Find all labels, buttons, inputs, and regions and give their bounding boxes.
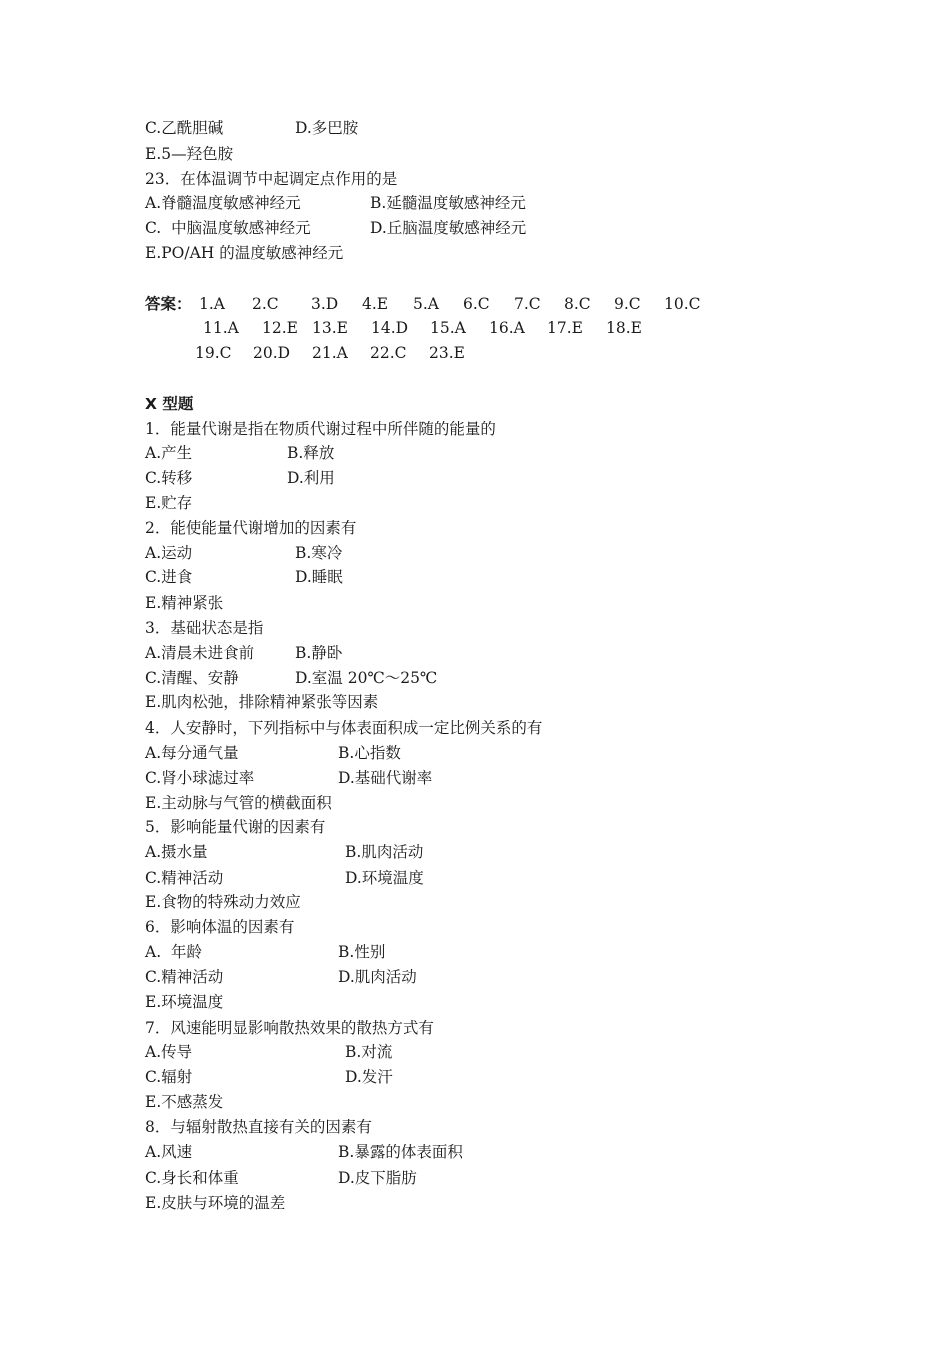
- q23-stem: 23．在体温调节中起调定点作用的是: [145, 170, 398, 188]
- option-e: E.贮存: [145, 494, 193, 512]
- option-e: E.环境温度: [145, 993, 224, 1011]
- option-b: B.静卧: [295, 644, 343, 662]
- option-c: C.身长和体重: [145, 1169, 239, 1187]
- option-c: C.精神活动: [145, 968, 224, 986]
- answer-9: 9.C: [614, 295, 641, 313]
- q23-option-d: D.丘脑温度敏感神经元: [370, 219, 527, 237]
- option-a: A.风速: [145, 1143, 193, 1161]
- q23-option-c: C. 中脑温度敏感神经元: [145, 219, 311, 237]
- option-b: B.对流: [345, 1043, 393, 1061]
- option-e: E.食物的特殊动力效应: [145, 893, 301, 911]
- option-a: A.清晨未进食前: [145, 644, 255, 662]
- answer-14: 14.D: [371, 319, 409, 337]
- option-b: B.释放: [287, 444, 335, 462]
- option-a: A. 年龄: [145, 943, 202, 961]
- answer-8: 8.C: [564, 295, 591, 313]
- q23-option-e: E.PO/AH 的温度敏感神经元: [145, 244, 344, 262]
- answer-18: 18.E: [606, 319, 642, 337]
- option-d: D.利用: [287, 469, 335, 487]
- option-c: C.精神活动: [145, 869, 224, 887]
- option-a: A.摄水量: [145, 843, 208, 861]
- option-b: B.性别: [338, 943, 386, 961]
- question-stem: 3．基础状态是指: [145, 619, 264, 637]
- option-a: A.每分通气量: [145, 744, 239, 762]
- section-title: X 型题: [145, 395, 194, 413]
- option-e: E.皮肤与环境的温差: [145, 1194, 286, 1212]
- answer-23: 23.E: [429, 344, 465, 362]
- question-stem: 2．能使能量代谢增加的因素有: [145, 519, 357, 537]
- answer-20: 20.D: [253, 344, 291, 362]
- answer-2: 2.C: [252, 295, 279, 313]
- answer-3: 3.D: [311, 295, 339, 313]
- option-e: E.主动脉与气管的横截面积: [145, 794, 332, 812]
- option-b: B.暴露的体表面积: [338, 1143, 463, 1161]
- option-b: B.肌肉活动: [345, 843, 424, 861]
- option-d: D.室温 20℃～25℃: [295, 669, 438, 687]
- option-d: D.睡眠: [295, 568, 343, 586]
- answer-16: 16.A: [489, 319, 525, 337]
- question-stem: 5．影响能量代谢的因素有: [145, 818, 326, 836]
- answer-5: 5.A: [413, 295, 439, 313]
- answer-21: 21.A: [312, 344, 348, 362]
- option-c: C.肾小球滤过率: [145, 769, 255, 787]
- answer-15: 15.A: [430, 319, 466, 337]
- answer-1: 1.A: [199, 295, 225, 313]
- option-b: B.寒冷: [295, 544, 343, 562]
- question-stem: 1．能量代谢是指在物质代谢过程中所伴随的能量的: [145, 420, 496, 438]
- q23-option-b: B.延髓温度敏感神经元: [370, 194, 526, 212]
- option-c: C.转移: [145, 469, 193, 487]
- option-e: E.肌肉松弛，排除精神紧张等因素: [145, 693, 379, 711]
- option-c: C.进食: [145, 568, 193, 586]
- option-d: D.基础代谢率: [338, 769, 433, 787]
- answer-4: 4.E: [362, 295, 389, 313]
- answer-13: 13.E: [312, 319, 348, 337]
- q22-option-c: C.乙酰胆碱: [145, 119, 224, 137]
- option-a: A.传导: [145, 1043, 193, 1061]
- option-c: C.清醒、安静: [145, 669, 239, 687]
- answer-17: 17.E: [547, 319, 583, 337]
- option-d: D.环境温度: [345, 869, 424, 887]
- answer-6: 6.C: [463, 295, 490, 313]
- answer-12: 12.E: [262, 319, 298, 337]
- question-stem: 4．人安静时，下列指标中与体表面积成一定比例关系的有: [145, 719, 543, 737]
- option-a: A.产生: [145, 444, 193, 462]
- q22-option-e: E.5—羟色胺: [145, 145, 234, 163]
- option-d: D.肌肉活动: [338, 968, 417, 986]
- option-d: D.皮下脂肪: [338, 1169, 417, 1187]
- question-stem: 8．与辐射散热直接有关的因素有: [145, 1118, 372, 1136]
- option-e: E.不感蒸发: [145, 1093, 224, 1111]
- option-d: D.发汗: [345, 1068, 393, 1086]
- q22-option-d: D.多巴胺: [295, 119, 359, 137]
- option-c: C.辐射: [145, 1068, 193, 1086]
- answers-label: 答案：: [145, 295, 192, 313]
- answer-10: 10.C: [664, 295, 701, 313]
- q23-option-a: A.脊髓温度敏感神经元: [145, 194, 301, 212]
- answer-22: 22.C: [370, 344, 407, 362]
- question-stem: 6．影响体温的因素有: [145, 918, 295, 936]
- option-e: E.精神紧张: [145, 594, 224, 612]
- answer-19: 19.C: [195, 344, 232, 362]
- option-a: A.运动: [145, 544, 193, 562]
- answer-11: 11.A: [203, 319, 239, 337]
- option-b: B.心指数: [338, 744, 401, 762]
- question-stem: 7．风速能明显影响散热效果的散热方式有: [145, 1019, 434, 1037]
- answer-7: 7.C: [514, 295, 541, 313]
